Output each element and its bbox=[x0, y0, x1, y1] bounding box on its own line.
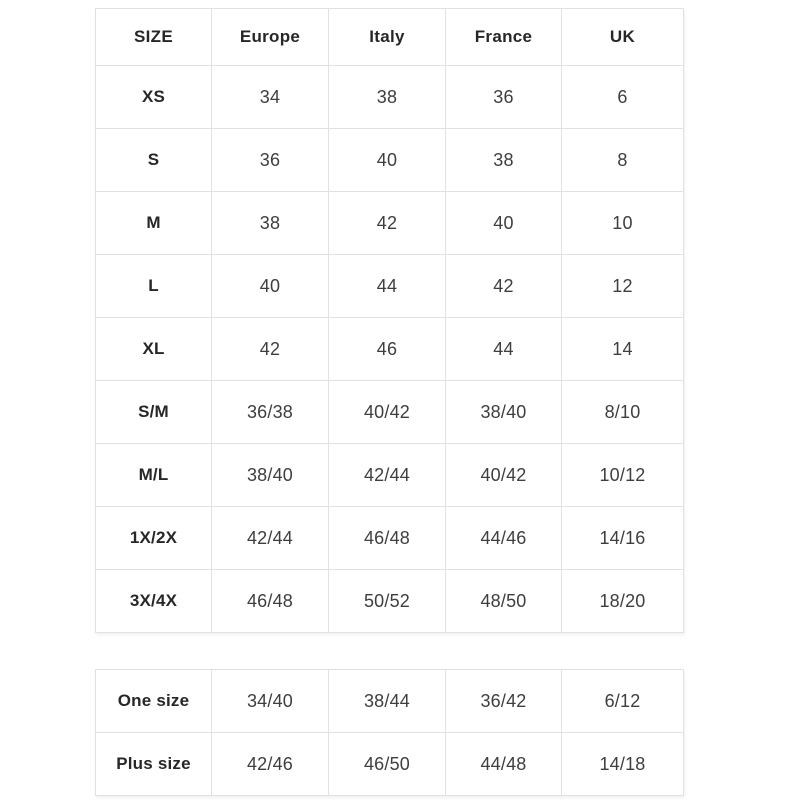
size-value-cell: 18/20 bbox=[562, 570, 684, 633]
size-value-cell: 46/50 bbox=[329, 733, 446, 796]
size-value-cell: 6/12 bbox=[562, 670, 684, 733]
column-header: SIZE bbox=[96, 9, 212, 66]
size-value-cell: 38 bbox=[446, 129, 562, 192]
size-value-cell: 14/18 bbox=[562, 733, 684, 796]
size-value-cell: 10 bbox=[562, 192, 684, 255]
size-value-cell: 42/44 bbox=[212, 507, 329, 570]
size-value-cell: 6 bbox=[562, 66, 684, 129]
size-value-cell: 42/44 bbox=[329, 444, 446, 507]
table-row bbox=[96, 670, 684, 733]
size-value-cell: 42 bbox=[329, 192, 446, 255]
size-value-cell: 36/38 bbox=[212, 381, 329, 444]
table-row bbox=[96, 570, 684, 633]
row-label: XL bbox=[96, 318, 212, 381]
size-value-cell: 12 bbox=[562, 255, 684, 318]
size-value-cell: 14 bbox=[562, 318, 684, 381]
size-value-cell: 40 bbox=[446, 192, 562, 255]
table-row bbox=[96, 733, 684, 796]
row-label: 3X/4X bbox=[96, 570, 212, 633]
size-value-cell: 8/10 bbox=[562, 381, 684, 444]
size-value-cell: 44/48 bbox=[446, 733, 562, 796]
table-row bbox=[96, 507, 684, 570]
size-value-cell: 40/42 bbox=[446, 444, 562, 507]
size-value-cell: 40 bbox=[212, 255, 329, 318]
size-value-cell: 8 bbox=[562, 129, 684, 192]
size-value-cell: 44 bbox=[329, 255, 446, 318]
row-label: One size bbox=[96, 670, 212, 733]
size-value-cell: 34/40 bbox=[212, 670, 329, 733]
size-value-cell: 50/52 bbox=[329, 570, 446, 633]
size-value-cell: 46/48 bbox=[329, 507, 446, 570]
table-row bbox=[96, 255, 684, 318]
size-value-cell: 40 bbox=[329, 129, 446, 192]
size-value-cell: 46/48 bbox=[212, 570, 329, 633]
size-value-cell: 48/50 bbox=[446, 570, 562, 633]
size-value-cell: 38 bbox=[329, 66, 446, 129]
table-row bbox=[96, 66, 684, 129]
table-row bbox=[96, 381, 684, 444]
size-value-cell: 44/46 bbox=[446, 507, 562, 570]
size-value-cell: 42/46 bbox=[212, 733, 329, 796]
size-value-cell: 14/16 bbox=[562, 507, 684, 570]
size-value-cell: 42 bbox=[212, 318, 329, 381]
row-label: XS bbox=[96, 66, 212, 129]
size-value-cell: 36/42 bbox=[446, 670, 562, 733]
row-label: M/L bbox=[96, 444, 212, 507]
header-row bbox=[96, 9, 684, 66]
column-header: France bbox=[446, 9, 562, 66]
size-value-cell: 36 bbox=[212, 129, 329, 192]
table-row bbox=[96, 192, 684, 255]
size-value-cell: 36 bbox=[446, 66, 562, 129]
table-row bbox=[96, 318, 684, 381]
row-label: 1X/2X bbox=[96, 507, 212, 570]
special-size-rows bbox=[96, 670, 684, 796]
column-header: Europe bbox=[212, 9, 329, 66]
size-value-cell: 38/44 bbox=[329, 670, 446, 733]
size-value-cell: 38/40 bbox=[446, 381, 562, 444]
table-row bbox=[96, 444, 684, 507]
row-label: S/M bbox=[96, 381, 212, 444]
size-rows bbox=[96, 66, 684, 633]
size-value-cell: 34 bbox=[212, 66, 329, 129]
size-value-cell: 42 bbox=[446, 255, 562, 318]
size-value-cell: 38 bbox=[212, 192, 329, 255]
size-value-cell: 44 bbox=[446, 318, 562, 381]
column-header: UK bbox=[562, 9, 684, 66]
size-value-cell: 38/40 bbox=[212, 444, 329, 507]
special-sizes-table bbox=[95, 669, 684, 796]
size-value-cell: 46 bbox=[329, 318, 446, 381]
column-header: Italy bbox=[329, 9, 446, 66]
row-label: Plus size bbox=[96, 733, 212, 796]
table-row bbox=[96, 129, 684, 192]
size-value-cell: 10/12 bbox=[562, 444, 684, 507]
size-value-cell: 40/42 bbox=[329, 381, 446, 444]
row-label: M bbox=[96, 192, 212, 255]
row-label: S bbox=[96, 129, 212, 192]
row-label: L bbox=[96, 255, 212, 318]
size-conversion-table bbox=[95, 8, 684, 633]
